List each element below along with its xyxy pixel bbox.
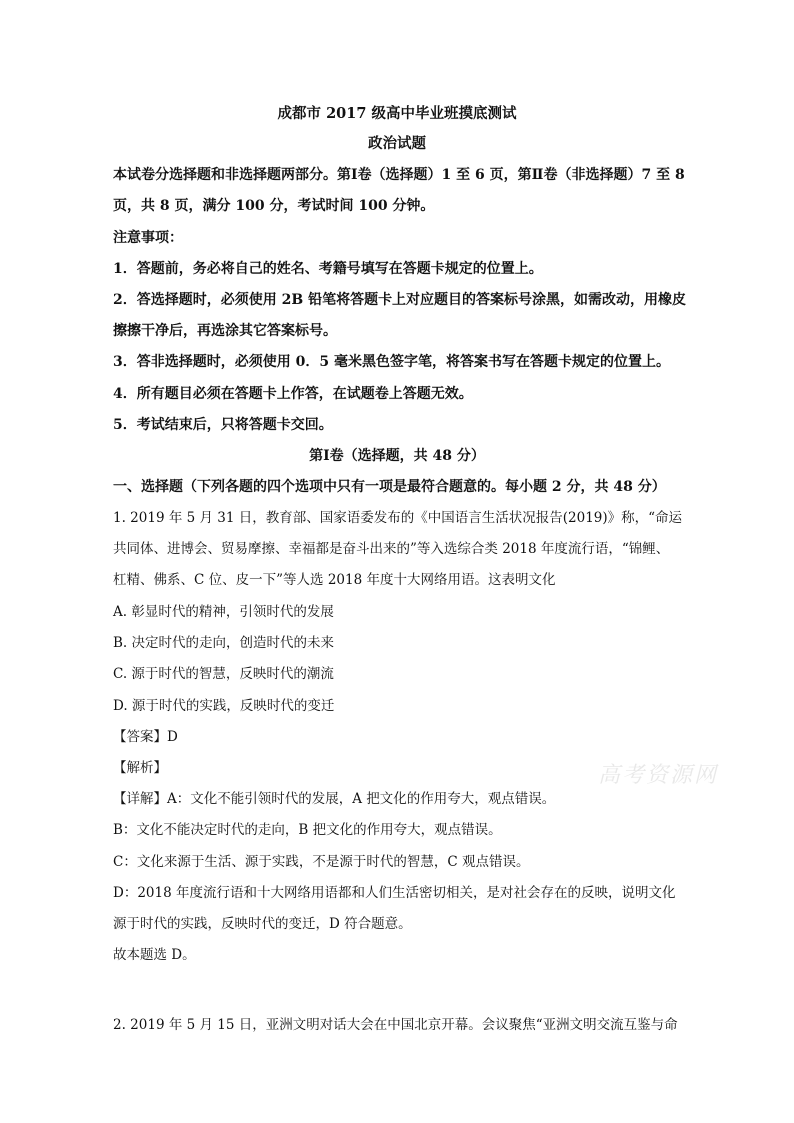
note-item-4: 4．所有题目必须在答题卡上作答，在试题卷上答题无效。 (113, 386, 473, 402)
question-1-stem-line-2: 共同体、进博会、贸易摩擦、幸福都是奋斗出来的”等入选综合类 2018 年度流行语，“锦鲤、 (113, 541, 670, 557)
question-1-detail-a: 【详解】A：文化不能引领时代的发展，A 把文化的作用夸大，观点错误。 (113, 791, 556, 807)
note-item-1: 1．答题前，务必将自己的姓名、考籍号填写在答题卡规定的位置上。 (113, 261, 543, 277)
question-1-stem-line-3: 杠精、佛系、C 位、皮一下”等人选 2018 年度十大网络用语。这表明文化 (113, 572, 556, 588)
note-item-2: 2．答选择题时，必须使用 2B 铅笔将答题卡上对应题目的答案标号涂黑，如需改动，用橡皮 (113, 292, 687, 308)
note-item-2-cont: 擦擦干净后，再选涂其它答案标号。 (113, 323, 337, 339)
section-instruction: 一、选择题（下列各题的四个选项中只有一项是最符合题意的。每小题 2 分，共 48 分） (113, 479, 666, 495)
question-1-detail-d: D：2018 年度流行语和十大网络用语都和人们生活密切相关，是对社会存在的反映，说明文化 (113, 885, 676, 901)
question-1-stem-line-1: 1. 2019 年 5 月 31 日，教育部、国家语委发布的《中国语言生活状况报告(2019)》称，“命运 (113, 510, 683, 526)
question-1-detail-c: C：文化来源于生活、源于实践，不是源于时代的智慧，C 观点错误。 (113, 854, 530, 870)
intro-line-2: 页，共 8 页，满分 100 分，考试时间 100 分钟。 (113, 198, 435, 214)
exam-title: 成都市 2017 级高中毕业班摸底测试 (277, 105, 517, 122)
question-1-answer: 【答案】D (113, 729, 178, 745)
subject-title: 政治试题 (368, 135, 426, 152)
question-1-detail-b: B：文化不能决定时代的走向，B 把文化的作用夸大，观点错误。 (113, 822, 502, 838)
question-1-analysis-heading: 【解析】 (113, 760, 167, 776)
question-1-option-d: D. 源于时代的实践，反映时代的变迁 (113, 698, 335, 714)
question-2-stem-line-1: 2. 2019 年 5 月 15 日，亚洲文明对话大会在中国北京开幕。会议聚焦“亚洲文明交流互鉴与命 (113, 1017, 678, 1033)
section-heading: 第Ⅰ卷（选择题，共 48 分） (309, 448, 485, 464)
question-1-option-c: C. 源于时代的智慧，反映时代的潮流 (113, 666, 334, 682)
intro-line-1: 本试卷分选择题和非选择题两部分。第Ⅰ卷（选择题）1 至 6 页，第Ⅱ卷（非选择题）7 至 8 (113, 167, 685, 183)
question-1-detail-d-cont: 源于时代的实践，反映时代的变迁，D 符合题意。 (113, 916, 412, 932)
notes-heading: 注意事项： (113, 230, 183, 246)
question-1-option-a: A. 彰显时代的精神，引领时代的发展 (113, 604, 334, 620)
question-1-conclusion: 故本题选 D。 (113, 947, 196, 963)
question-1-option-b: B. 决定时代的走向，创造时代的未来 (113, 635, 335, 651)
note-item-3: 3．答非选择题时，必须使用 0．5 毫米黑色签字笔，将答案书写在答题卡规定的位置上。 (113, 354, 670, 370)
note-item-5: 5．考试结束后，只将答题卡交回。 (113, 417, 333, 433)
watermark: 高考资源网 (598, 763, 719, 788)
